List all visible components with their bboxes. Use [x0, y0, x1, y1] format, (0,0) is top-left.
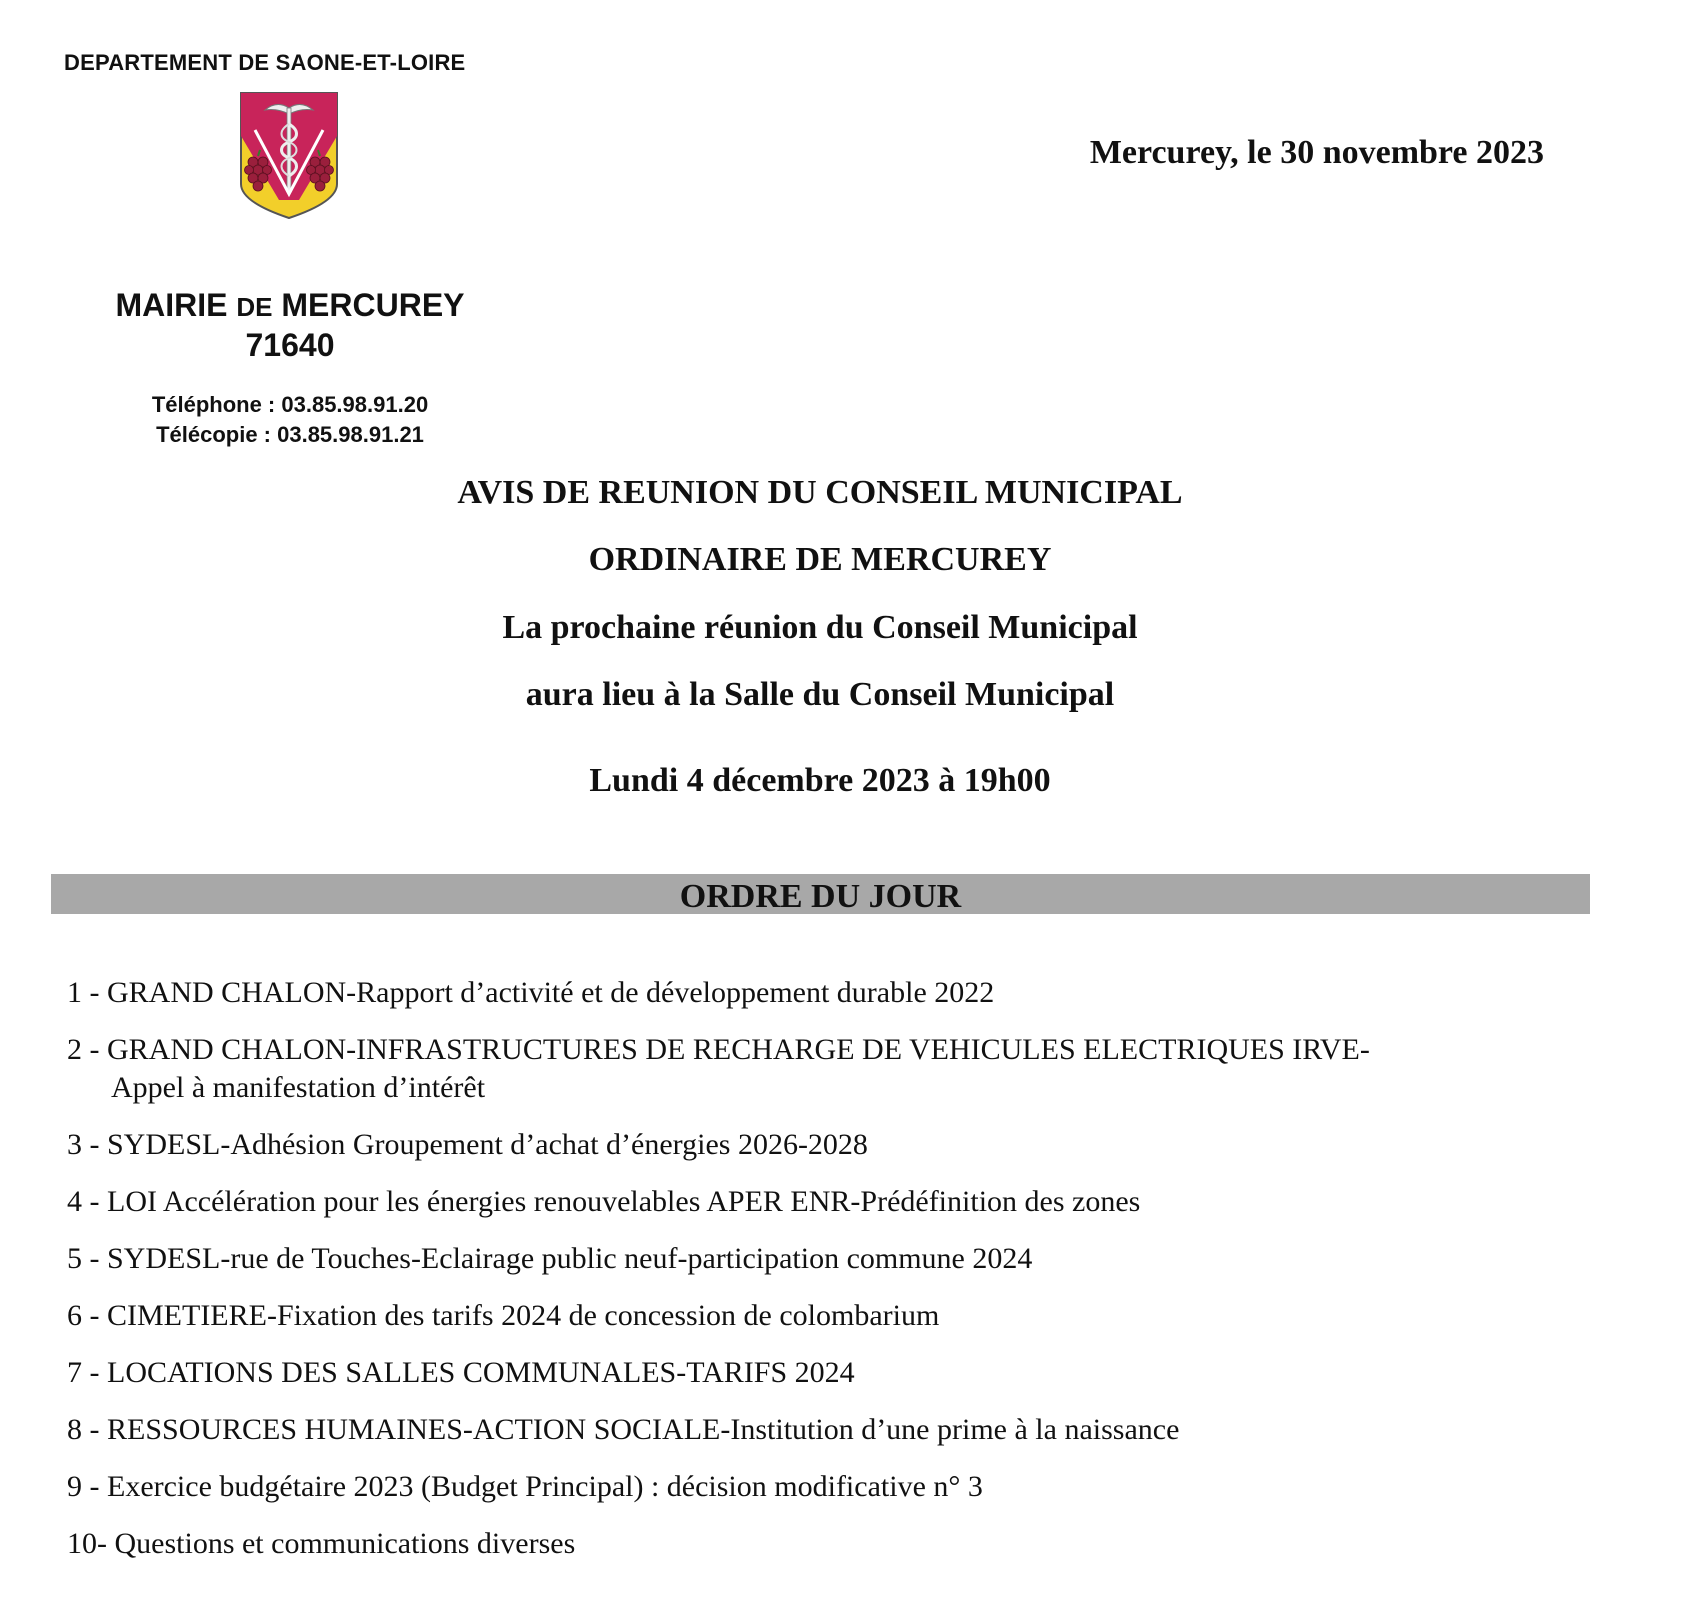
mairie-town: MERCUREY [281, 287, 465, 323]
agenda-item: 4 - LOI Accélération pour les énergies renouvelables APER ENR-Prédéfinition des zones [67, 1185, 1141, 1218]
document-date: Mercurey, le 30 novembre 2023 [1089, 134, 1544, 171]
agenda-item-continuation: Appel à manifestation d’intérêt [111, 1071, 486, 1104]
municipal-crest-icon [237, 90, 341, 222]
telephone-line: Téléphone : 03.85.98.91.20 [151, 392, 429, 417]
agenda-title-bar: ORDRE DU JOUR [51, 874, 1590, 914]
fax-line: Télécopie : 03.85.98.91.21 [156, 422, 424, 447]
department-heading: DEPARTEMENT DE SAONE-ET-LOIRE [64, 50, 466, 75]
contact-block [60, 390, 520, 450]
agenda-item: 5 - SYDESL-rue de Touches-Eclairage public neuf-participation commune 2024 [67, 1242, 1033, 1275]
agenda-item: 8 - RESSOURCES HUMAINES-ACTION SOCIALE-Institution d’une prime à la naissance [67, 1413, 1180, 1446]
notice-subtitle: ORDINAIRE DE MERCUREY [588, 541, 1052, 578]
mairie-de: DE [236, 292, 273, 322]
mairie-address-block [60, 286, 520, 364]
agenda-item [67, 1031, 1587, 1107]
meeting-datetime: Lundi 4 décembre 2023 à 19h00 [589, 762, 1051, 799]
agenda-item: 7 - LOCATIONS DES SALLES COMMUNALES-TARIFS 2024 [67, 1356, 855, 1389]
agenda-item: 10- Questions et communications diverses [67, 1527, 576, 1560]
agenda-item: 6 - CIMETIERE-Fixation des tarifs 2024 de concession de colombarium [67, 1299, 940, 1332]
agenda-item: 1 - GRAND CHALON-Rapport d’activité et de développement durable 2022 [67, 976, 995, 1009]
agenda-list [67, 974, 1587, 1582]
agenda-item-text: 2 - GRAND CHALON-INFRASTRUCTURES DE RECHARGE DE VEHICULES ELECTRIQUES IRVE- [67, 1033, 1370, 1066]
mairie-name [60, 286, 520, 326]
agenda-item: 9 - Exercice budgétaire 2023 (Budget Principal) : décision modificative n° 3 [67, 1470, 983, 1503]
notice-location-line: aura lieu à la Salle du Conseil Municipal [525, 676, 1115, 713]
postal-code: 71640 [245, 327, 335, 363]
notice-title: AVIS DE REUNION DU CONSEIL MUNICIPAL [457, 474, 1183, 511]
agenda-item: 3 - SYDESL-Adhésion Groupement d’achat d’énergies 2026-2028 [67, 1128, 868, 1161]
mairie-prefix: MAIRIE [115, 287, 228, 323]
notice-text-line: La prochaine réunion du Conseil Municipal [502, 609, 1138, 646]
